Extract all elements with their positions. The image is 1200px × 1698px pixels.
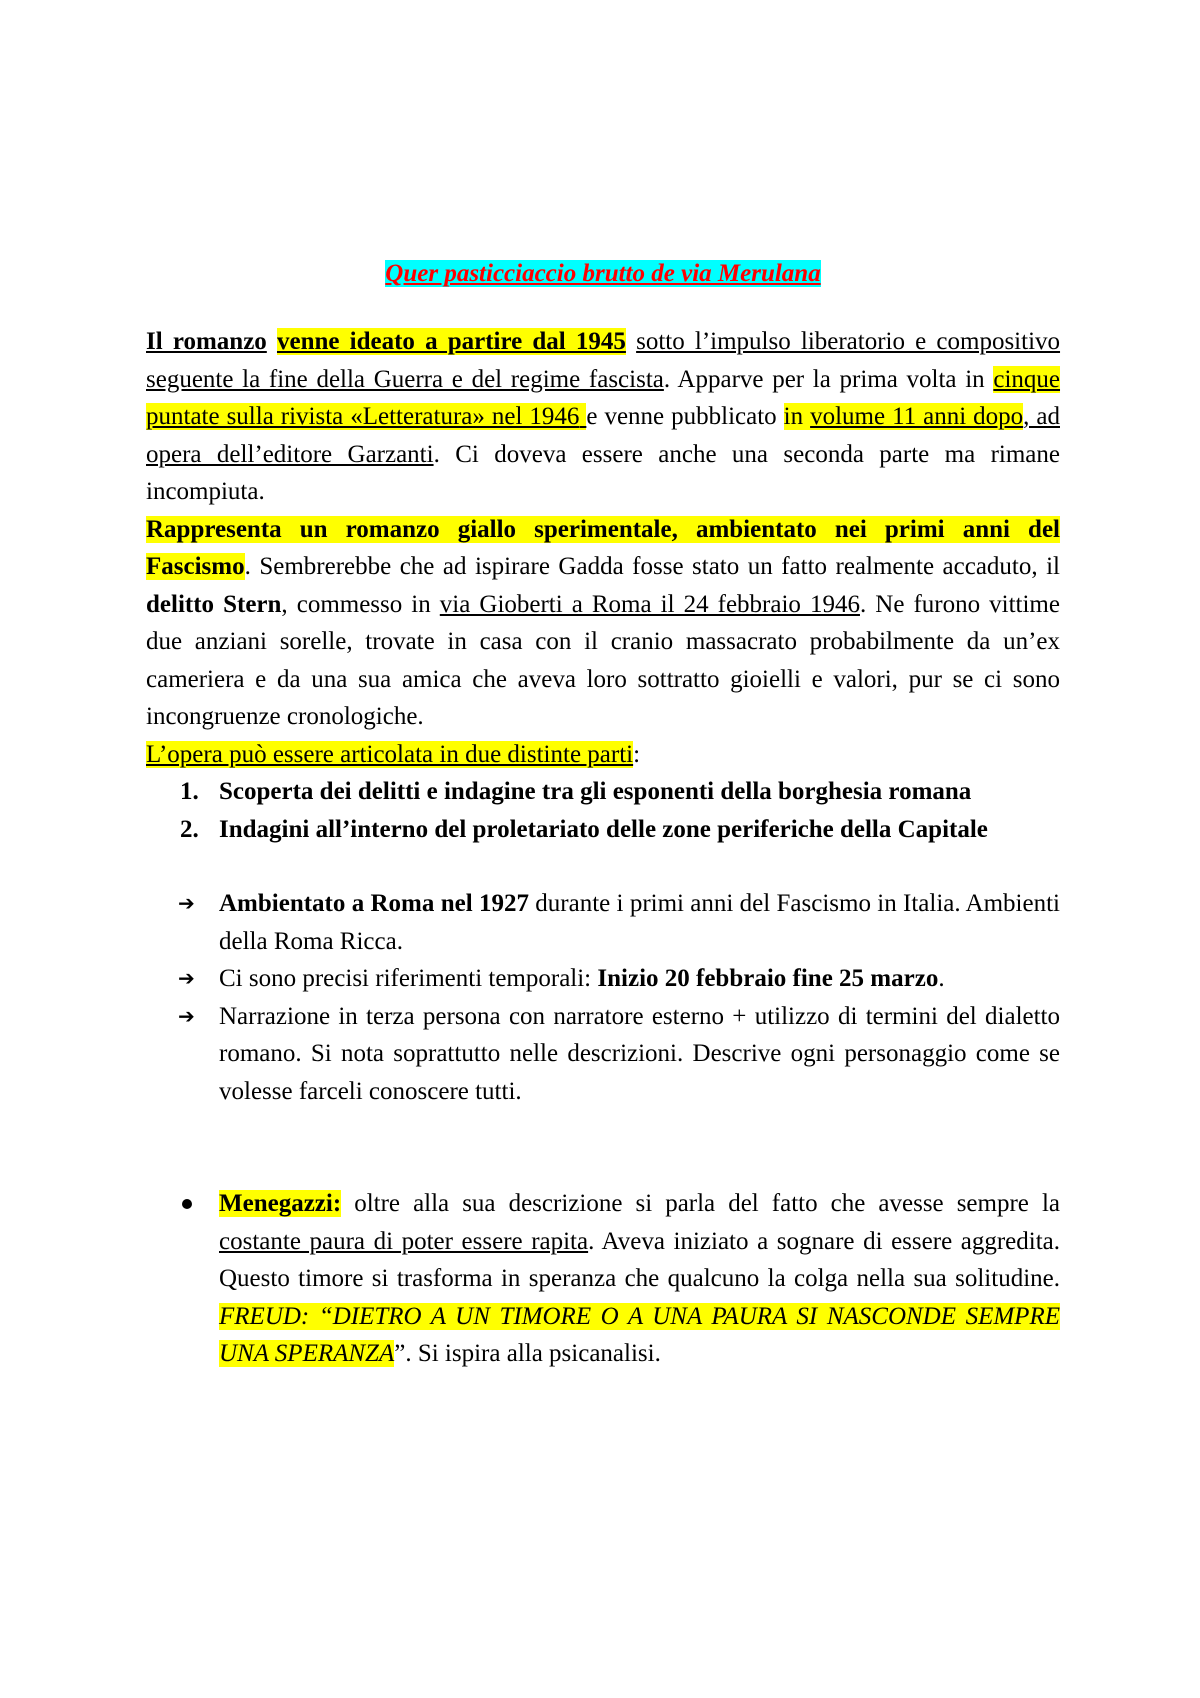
menegazzi-fear: costante paura di poter essere rapita (219, 1227, 589, 1255)
document-body (146, 255, 1060, 1373)
bullet-item-menegazzi (146, 1185, 1060, 1373)
list-item-text: Scoperta dei delitti e indagine tra gli esponenti della borghesia romana (219, 778, 972, 805)
list-number: 1. (180, 778, 199, 805)
intro-appeared: . Apparve per la prima volta in (663, 365, 985, 393)
menegazzi-text-2: . Aveva iniziato a sognare di essere aggredita. Questo timore si trasforma in speranza che qualcuno la colga nella sua solitudine. (219, 1227, 1060, 1292)
giallo-highlight: Rappresenta un romanzo giallo sperimentale, ambientato nei primi anni del Fascismo (146, 515, 1060, 580)
giallo-victims: . Ne furono vittime due anziani sorelle, trovate in casa con il cranio massacrato probabilmente da un’ex cameriera e da una sua amica che aveva loro sottratto gioielli e valori, pur se ci sono incongruenze cronologiche. (146, 590, 1060, 730)
parts-intro-text: L’opera può essere articolata in due distinte parti (146, 740, 634, 768)
list-item-text: Indagini all’interno del proletariato delle zone periferiche della Capitale (219, 815, 988, 843)
giallo-commesso: , commesso in (281, 590, 431, 618)
arrow-item-narration (146, 998, 1060, 1111)
intro-subject: Il romanzo (146, 328, 267, 355)
intro-ideated: venne ideato a partire dal 1945 (276, 328, 626, 355)
intro-puntate: cinque puntate sulla rivista «Letteratura» nel 1946 (146, 365, 1061, 430)
title-text: Quer pasticciaccio brutto de via Merulana (385, 260, 821, 287)
giallo-paragraph (146, 511, 1060, 736)
freud-quote: FREUD: “DIETRO A UN TIMORE O A UNA PAURA SI NASCONDE SEMPRE UNA SPERANZA (219, 1302, 1060, 1367)
time-bold: Inizio 20 febbraio fine 25 marzo (597, 965, 939, 992)
arrow-right-icon: ➔ (178, 1003, 195, 1028)
intro-in: in (783, 403, 804, 430)
giallo-inspiration: . Sembrerebbe che ad ispirare Gadda fosse stato un fatto realmente accaduto, il (244, 553, 1060, 580)
setting-rest: durante i primi anni del Fascismo in Italia. Ambienti della Roma Ricca. (219, 890, 1060, 955)
bullet-dot-icon (182, 1199, 192, 1209)
intro-volume: volume 11 anni dopo (810, 403, 1024, 430)
setting-bold: Ambientato a Roma nel 1927 (219, 890, 529, 917)
parts-list (146, 773, 1060, 848)
page-title (146, 255, 1060, 292)
time-end: . (938, 965, 945, 992)
intro-paragraph (146, 323, 1060, 511)
menegazzi-name: Menegazzi: (219, 1190, 342, 1217)
giallo-location: via Gioberti a Roma il 24 febbraio 1946 (439, 590, 860, 618)
parts-intro-colon: : (633, 740, 641, 768)
intro-published: e venne pubblicato (586, 403, 777, 430)
arrow-item-time (146, 960, 1060, 998)
delitto-stern: delitto Stern (146, 590, 282, 618)
menegazzi-text-1: oltre alla sua descrizione si parla del fatto che avesse sempre la (341, 1190, 1060, 1217)
intro-impulse: sotto l’impulso liberatorio e compositivo seguente la fine della Guerra e del regime fascista (146, 328, 1061, 393)
list-item (146, 773, 1060, 811)
arrow-list (146, 885, 1060, 1110)
time-text: Ci sono precisi riferimenti temporali: (219, 965, 598, 992)
list-item (146, 811, 1060, 849)
intro-garzanti: , ad opera dell’editore Garzanti (146, 403, 1060, 468)
arrow-item-setting (146, 885, 1060, 960)
menegazzi-text-3: ”. Si ispira alla psicanalisi. (394, 1340, 661, 1367)
narration-text: Narrazione in terza persona con narratore esterno + utilizzo di termini del dialetto romano. Si nota soprattutto nelle descrizioni. Descrive ogni personaggio come se volesse farceli conoscere tutti. (219, 1002, 1060, 1105)
arrow-right-icon: ➔ (178, 966, 195, 990)
list-number: 2. (180, 815, 199, 843)
intro-incomplete: . Ci doveva essere anche una seconda parte ma rimane incompiuta. (146, 440, 1060, 505)
arrow-right-icon: ➔ (178, 891, 195, 915)
parts-intro (146, 736, 1060, 774)
bullet-list (146, 1185, 1060, 1373)
